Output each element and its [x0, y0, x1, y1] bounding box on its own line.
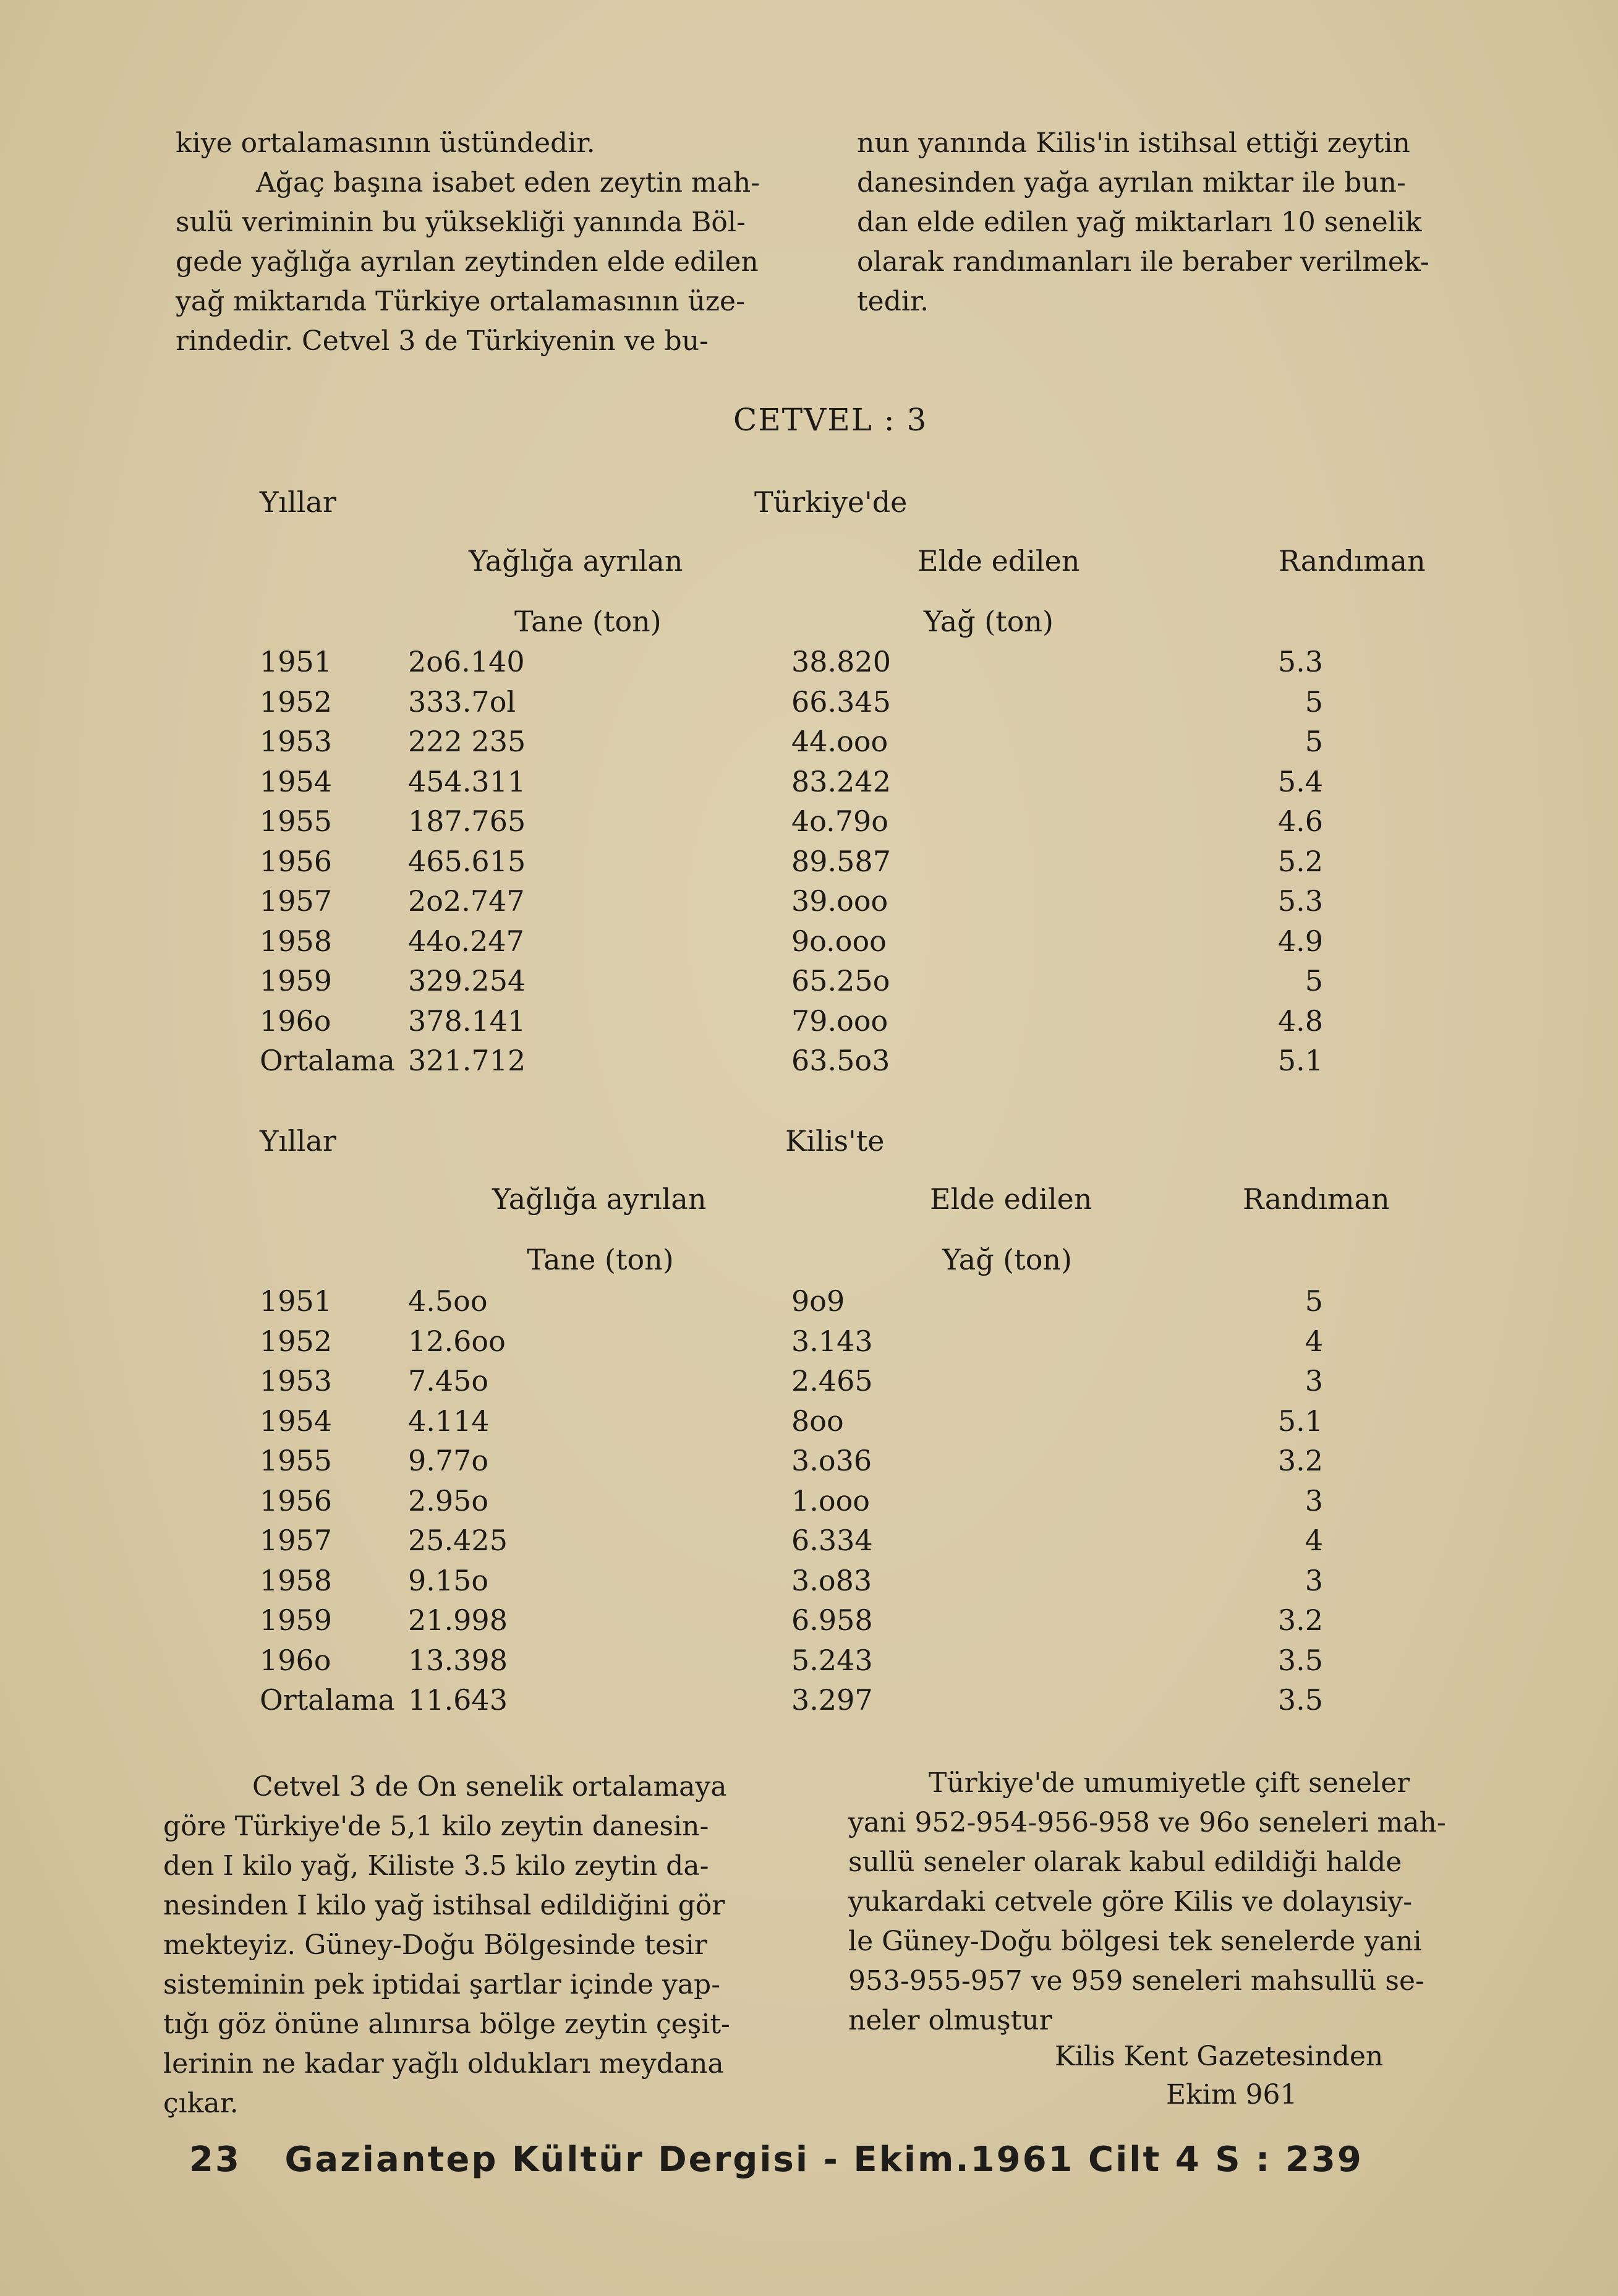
yag-cell: 89.587 — [791, 844, 891, 878]
col-header-yag-1: Elde edilen — [930, 1182, 1092, 1216]
year-cell: 1958 — [260, 1563, 333, 1597]
text-line: lerinin ne kadar yağlı oldukları meydana — [163, 2048, 724, 2080]
year-cell: 1956 — [260, 1483, 333, 1517]
table-row — [260, 1281, 1323, 1321]
table-row — [260, 722, 1323, 762]
yag-cell: 4o.79o — [791, 804, 889, 839]
table-row — [260, 682, 1323, 722]
randiman-cell: 4 — [1305, 1524, 1323, 1558]
tane-cell: 378.141 — [408, 1004, 526, 1038]
page-number: 23 — [189, 2140, 241, 2180]
tane-cell: 2.95o — [408, 1483, 489, 1517]
text-line: neler olmuştur — [848, 2005, 1052, 2036]
year-cell: 1953 — [260, 1364, 333, 1398]
page-footer — [189, 2140, 1393, 2180]
year-cell: 1955 — [260, 804, 333, 839]
randiman-cell: 5.1 — [1277, 1044, 1323, 1078]
text-line: den I kilo yağ, Kiliste 3.5 kilo zeytin da- — [163, 1850, 709, 1882]
tane-cell: 187.765 — [408, 804, 526, 839]
randiman-cell: 5.3 — [1277, 645, 1323, 679]
tane-cell: 329.254 — [408, 964, 526, 998]
table-row — [260, 842, 1323, 882]
randiman-cell: 5.3 — [1277, 884, 1323, 918]
tane-cell: 21.998 — [408, 1603, 508, 1637]
yag-cell: 3.143 — [791, 1324, 873, 1358]
year-cell: Ortalama — [260, 1683, 395, 1717]
text-line: 953-955-957 ve 959 seneleri mahsullü se- — [848, 1965, 1424, 1997]
table-row — [260, 881, 1323, 921]
table-row — [260, 921, 1323, 962]
text-line: olarak randımanları ile beraber verilmek- — [857, 246, 1429, 278]
intro-paragraph-right — [857, 124, 1506, 322]
text-line: le Güney-Doğu bölgesi tek senelerde yani — [848, 1926, 1422, 1957]
randiman-cell: 4.9 — [1277, 924, 1323, 958]
randiman-cell: 3.2 — [1277, 1603, 1323, 1637]
col-header-yag-2: Yağ (ton) — [924, 605, 1054, 638]
col-header-randiman: Randıman — [1279, 544, 1426, 578]
table-row — [260, 1561, 1323, 1601]
yag-cell: 3.297 — [791, 1683, 873, 1717]
year-cell: 1958 — [260, 924, 333, 958]
text-line: danesinden yağa ayrılan miktar ile bun- — [857, 167, 1406, 198]
col-header-yag-2: Yağ (ton) — [942, 1243, 1072, 1276]
yag-cell: 65.25o — [791, 964, 890, 998]
yag-cell: 3.o36 — [791, 1444, 872, 1478]
yag-cell: 9o9 — [791, 1284, 845, 1318]
col-header-tane-2: Tane (ton) — [527, 1243, 674, 1276]
table-row — [260, 1600, 1323, 1641]
tane-cell: 9.77o — [408, 1444, 489, 1478]
tane-cell: 2o6.140 — [408, 645, 525, 679]
text-line: rindedir. Cetvel 3 de Türkiyenin ve bu- — [176, 325, 709, 357]
yag-cell: 6.334 — [791, 1524, 873, 1558]
randiman-cell: 5.4 — [1277, 764, 1323, 798]
randiman-cell: 5 — [1305, 685, 1323, 719]
text-line: dan elde edilen yağ miktarları 10 senelik — [857, 207, 1422, 238]
year-cell: 1955 — [260, 1444, 333, 1478]
text-line: sulü veriminin bu yüksekliği yanında Böl- — [176, 207, 746, 238]
conclusion-paragraph-right — [848, 1764, 1504, 2041]
randiman-cell: 3.5 — [1277, 1683, 1323, 1717]
randiman-cell: 5 — [1305, 1284, 1323, 1318]
text-line: yani 952-954-956-958 ve 96o seneleri mah- — [848, 1807, 1446, 1838]
yag-cell: 63.5o3 — [791, 1044, 890, 1078]
tane-cell: 465.615 — [408, 844, 526, 878]
text-line: gede yağlığa ayrılan zeytinden elde edilen — [176, 246, 759, 278]
tane-cell: 13.398 — [408, 1643, 508, 1677]
tane-cell: 9.15o — [408, 1563, 489, 1597]
text-line: nesinden I kilo yağ istihsal edildiğini gör — [163, 1890, 725, 1921]
year-cell: 1954 — [260, 1404, 333, 1438]
table-row — [260, 1680, 1323, 1720]
tane-cell: 4.114 — [408, 1404, 490, 1438]
table-row — [260, 1321, 1323, 1362]
randiman-cell: 3 — [1305, 1483, 1323, 1517]
years-label: Yıllar — [260, 1124, 336, 1158]
conclusion-paragraph-left — [163, 1767, 812, 2123]
randiman-cell: 3 — [1305, 1364, 1323, 1398]
year-cell: 1953 — [260, 725, 333, 759]
tane-cell: 321.712 — [408, 1044, 526, 1078]
yag-cell: 1.ooo — [791, 1483, 870, 1517]
text-line: sisteminin pek iptidai şartlar içinde yap- — [163, 1969, 721, 2000]
turkiye-table — [260, 642, 1323, 1081]
year-cell: 1959 — [260, 1603, 333, 1637]
table-row — [260, 1401, 1323, 1441]
text-line: tedir. — [857, 286, 929, 317]
col-header-tane-1: Yağlığa ayrılan — [469, 544, 683, 578]
source-credit: Kilis Kent Gazetesinden — [1055, 2041, 1384, 2072]
tane-cell: 12.6oo — [408, 1324, 506, 1358]
randiman-cell: 3 — [1305, 1563, 1323, 1597]
tane-cell: 222 235 — [408, 725, 526, 759]
col-header-tane-1: Yağlığa ayrılan — [492, 1182, 707, 1216]
yag-cell: 3.o83 — [791, 1563, 872, 1597]
year-cell: 1952 — [260, 1324, 333, 1358]
tane-cell: 25.425 — [408, 1524, 508, 1558]
region-label: Türkiye'de — [754, 485, 908, 519]
year-cell: 196o — [260, 1643, 331, 1677]
table-row — [260, 642, 1323, 682]
year-cell: 1956 — [260, 844, 333, 878]
kilis-table-body — [260, 1281, 1323, 1720]
yag-cell: 2.465 — [791, 1364, 873, 1398]
year-cell: Ortalama — [260, 1044, 395, 1078]
text-line: yukardaki cetvele göre Kilis ve dolayısiy- — [848, 1886, 1413, 1918]
source-date: Ekim 961 — [1166, 2079, 1298, 2110]
text-line: mekteyiz. Güney-Doğu Bölgesinde tesir — [163, 1929, 707, 1961]
col-header-randiman: Randıman — [1243, 1182, 1390, 1216]
randiman-cell: 4.8 — [1277, 1004, 1323, 1038]
table-row — [260, 1521, 1323, 1561]
tane-cell: 2o2.747 — [408, 884, 525, 918]
randiman-cell: 4 — [1305, 1324, 1323, 1358]
text-line: Ağaç başına isabet eden zeytin mah- — [256, 167, 760, 198]
yag-cell: 79.ooo — [791, 1004, 888, 1038]
text-line: Cetvel 3 de On senelik ortalamaya — [252, 1771, 727, 1803]
year-cell: 1959 — [260, 964, 333, 998]
text-line: göre Türkiye'de 5,1 kilo zeytin danesin- — [163, 1811, 709, 1842]
yag-cell: 6.958 — [791, 1603, 873, 1637]
yag-cell: 38.820 — [791, 645, 891, 679]
intro-paragraph-left — [176, 124, 788, 361]
randiman-cell: 5 — [1305, 964, 1323, 998]
yag-cell: 39.ooo — [791, 884, 888, 918]
table-row — [260, 801, 1323, 842]
randiman-cell: 5.2 — [1277, 844, 1323, 878]
year-cell: 1957 — [260, 884, 333, 918]
years-label: Yıllar — [260, 485, 336, 519]
col-header-tane-2: Tane (ton) — [514, 605, 662, 638]
randiman-cell: 5.1 — [1277, 1404, 1323, 1438]
randiman-cell: 4.6 — [1277, 804, 1323, 839]
yag-cell: 9o.ooo — [791, 924, 887, 958]
yag-cell: 5.243 — [791, 1643, 873, 1677]
randiman-cell: 5 — [1305, 725, 1323, 759]
text-line: kiye ortalamasının üstündedir. — [176, 127, 595, 159]
tane-cell: 4.5oo — [408, 1284, 488, 1318]
tane-cell: 44o.247 — [408, 924, 524, 958]
tane-cell: 333.7ol — [408, 685, 516, 719]
table-title: CETVEL : 3 — [733, 402, 928, 438]
yag-cell: 44.ooo — [791, 725, 888, 759]
table-row — [260, 1441, 1323, 1481]
yag-cell: 8oo — [791, 1404, 844, 1438]
text-line: tığı göz önüne alınırsa bölge zeytin çeşit- — [163, 2008, 730, 2040]
year-cell: 1954 — [260, 764, 333, 798]
text-line: nun yanında Kilis'in istihsal ettiği zeytin — [857, 127, 1410, 159]
year-cell: 1957 — [260, 1524, 333, 1558]
text-line: sullü seneler olarak kabul edildiği halde — [848, 1846, 1402, 1878]
randiman-cell: 3.2 — [1277, 1444, 1323, 1478]
tane-cell: 7.45o — [408, 1364, 489, 1398]
table-row — [260, 1041, 1323, 1081]
year-cell: 1951 — [260, 1284, 333, 1318]
table-row — [260, 762, 1323, 802]
text-line: Türkiye'de umumiyetle çift seneler — [929, 1767, 1410, 1799]
table-row — [260, 1361, 1323, 1401]
table-row — [260, 961, 1323, 1001]
table-row — [260, 1001, 1323, 1041]
region-label: Kilis'te — [785, 1124, 885, 1158]
randiman-cell: 3.5 — [1277, 1643, 1323, 1677]
year-cell: 196o — [260, 1004, 331, 1038]
yag-cell: 66.345 — [791, 685, 891, 719]
kilis-table — [260, 1281, 1323, 1720]
text-line: çıkar. — [163, 2088, 239, 2119]
tane-cell: 454.311 — [408, 764, 526, 798]
turkiye-table-body — [260, 642, 1323, 1081]
tane-cell: 11.643 — [408, 1683, 508, 1717]
yag-cell: 83.242 — [791, 764, 891, 798]
text-line: yağ miktarıda Türkiye ortalamasının üze- — [176, 286, 745, 317]
year-cell: 1951 — [260, 645, 333, 679]
year-cell: 1952 — [260, 685, 333, 719]
journal-line: Gaziantep Kültür Dergisi - Ekim.1961 Cilt 4 S : 239 — [284, 2140, 1363, 2180]
table-row — [260, 1481, 1323, 1521]
table-row — [260, 1641, 1323, 1681]
col-header-yag-1: Elde edilen — [918, 544, 1080, 578]
